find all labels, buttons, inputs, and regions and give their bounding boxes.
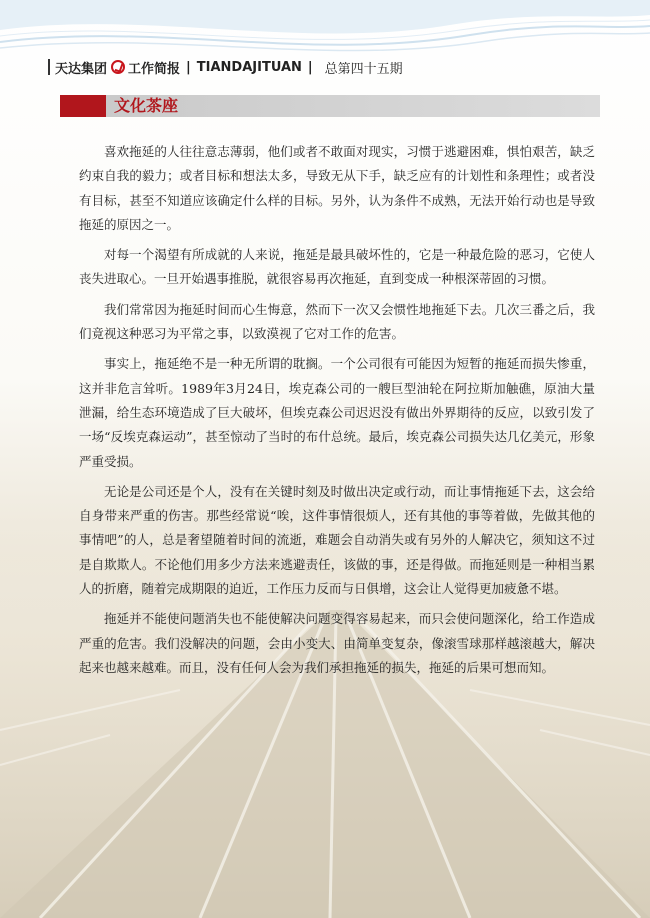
header-divider: | xyxy=(307,59,313,75)
paragraph: 拖延并不能使问题消失也不能使解决问题变得容易起来，而只会使问题深化，给工作造成严重的危害。我们没解决的问题，会由小变大、由简单变复杂，像滚雪球那样越滚越大，解决起来也越来越难。而且，没有任何人会为我们承担拖延的损失，拖延的后果可想而知。 xyxy=(79,611,595,675)
company-pinyin: TIANDAJITUAN xyxy=(196,59,302,75)
company-logo-icon xyxy=(111,60,125,74)
paragraph: 我们常常因为拖延时间而心生悔意，然而下一次又会惯性地拖延下去。几次三番之后，我们竟视这种恶习为平常之事，以致漠视了它对工作的危害。 xyxy=(79,301,595,342)
section-accent-block xyxy=(60,95,106,117)
paragraph: 事实上，拖延绝不是一种无所谓的耽搁。一个公司很有可能因为短暂的拖延而损失惨重，这并非危言耸听。1989年3月24日，埃克森公司的一艘巨型油轮在阿拉斯加触礁，原油大量泄漏，给生态环境造成了巨大破坏，但埃克森公司迟迟没有做出外界期待的反应，以致引发了一场“反埃克森运动”，甚至惊动了当时的布什总统。最后，埃克森公司损失达几亿美元，形象严重受损。 xyxy=(79,356,595,469)
header-divider: | xyxy=(186,59,191,75)
header-divider xyxy=(48,59,50,75)
section-title: 文化茶座 xyxy=(114,96,179,115)
article-body xyxy=(79,140,595,686)
paragraph: 无论是公司还是个人，没有在关键时刻及时做出决定或行动，而让事情拖延下去，这会给自身带来严重的伤害。那些经常说“唉，这件事情很烦人，还有其他的事等着做，先做其他的事情吧”的人，总是奢望随着时间的流逝，难题会自动消失或有另外的人解决它，须知这不过是自欺欺人。不论他们用多少方法来逃避责任，该做的事，还是得做。而拖延则是一种相当累人的折磨，随着完成期限的迫近，工作压力反而与日俱增，这会让人觉得更加疲惫不堪。 xyxy=(79,483,595,597)
paragraph: 喜欢拖延的人往往意志薄弱，他们或者不敢面对现实，习惯于逃避困难，惧怕艰苦，缺乏约束自我的毅力；或者目标和想法太多，导致无从下手，缺乏应有的计划性和条理性；或者没有目标，甚至不知道应该确定什么样的目标。另外，认为条件不成熟，无法开始行动也是导致拖延的原因之一。 xyxy=(79,144,595,232)
paragraph: 对每一个渴望有所成就的人来说，拖延是最具破坏性的，它是一种最危险的恶习，它使人丧失进取心。一旦开始遇事推脱，就很容易再次拖延，直到变成一种根深蒂固的习惯。 xyxy=(79,247,595,287)
issue-number: 总第四十五期 xyxy=(324,61,403,77)
section-header xyxy=(60,95,600,117)
page-header xyxy=(48,56,608,78)
publication-name: 工作简报 xyxy=(128,61,181,77)
company-name: 天达集团 xyxy=(55,61,108,77)
